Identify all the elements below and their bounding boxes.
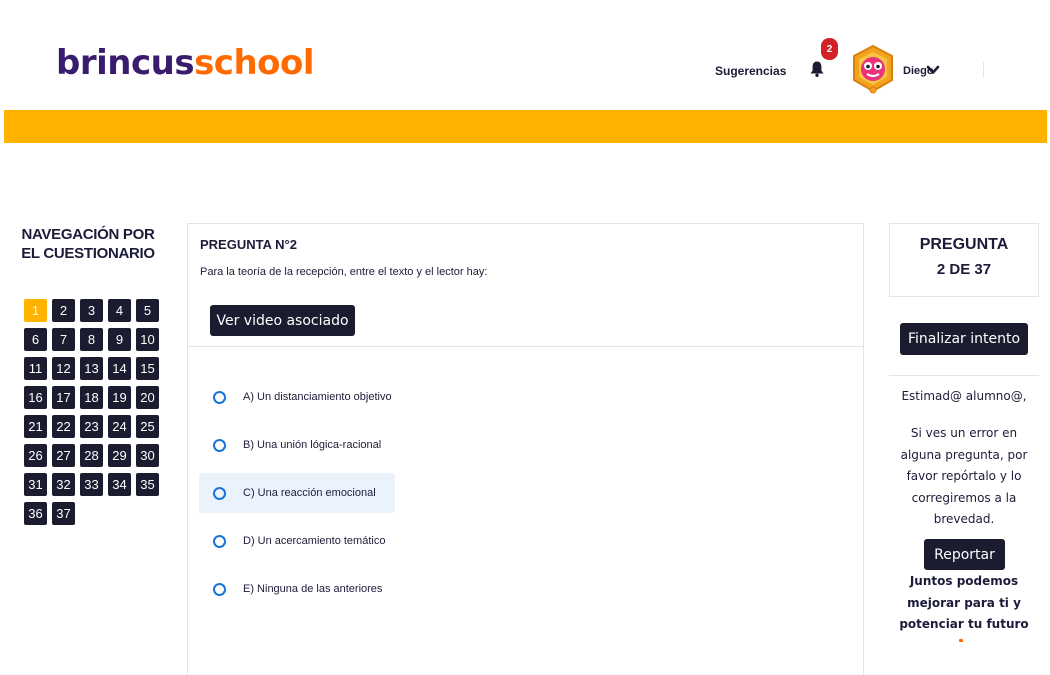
chevron-down-icon[interactable] <box>926 64 940 76</box>
answer-option-a[interactable] <box>199 377 395 417</box>
question-nav-button[interactable]: 7 <box>52 328 75 351</box>
question-nav-button[interactable]: 5 <box>136 299 159 322</box>
answer-option-label: A) Un distanciamiento objetivo <box>243 391 392 403</box>
decorative-mark <box>959 639 963 642</box>
question-nav-button[interactable]: 22 <box>52 415 75 438</box>
quiz-navigation-grid <box>24 299 164 525</box>
question-nav-button[interactable]: 16 <box>24 386 47 409</box>
question-nav-button[interactable]: 4 <box>108 299 131 322</box>
question-nav-button[interactable]: 27 <box>52 444 75 467</box>
student-greeting: Estimad@ alumno@, <box>901 389 1027 403</box>
question-nav-button[interactable]: 21 <box>24 415 47 438</box>
answer-option-label: E) Ninguna de las anteriores <box>243 583 383 595</box>
question-counter <box>889 223 1039 297</box>
answer-option-b[interactable] <box>199 425 395 465</box>
question-nav-button[interactable]: 26 <box>24 444 47 467</box>
question-nav-button[interactable]: 17 <box>52 386 75 409</box>
avatar[interactable] <box>850 44 896 94</box>
notification-badge: 2 <box>821 38 838 60</box>
answer-option-e[interactable] <box>199 569 395 609</box>
question-nav-button[interactable]: 24 <box>108 415 131 438</box>
answer-option-label: B) Una unión lógica-racional <box>243 439 382 451</box>
radio-button[interactable] <box>213 391 226 404</box>
answer-option-c[interactable] <box>199 473 395 513</box>
question-nav-button[interactable]: 1 <box>24 299 47 322</box>
question-nav-button[interactable]: 32 <box>52 473 75 496</box>
question-card <box>187 223 864 675</box>
finish-attempt-button[interactable]: Finalizar intento <box>900 323 1028 355</box>
header-divider <box>983 62 984 78</box>
question-nav-button[interactable]: 37 <box>52 502 75 525</box>
question-nav-button[interactable]: 23 <box>80 415 103 438</box>
sidebar-divider <box>889 375 1039 376</box>
suggestions-link[interactable]: Sugerencias <box>715 64 787 78</box>
question-nav-button[interactable]: 18 <box>80 386 103 409</box>
question-nav-button[interactable]: 25 <box>136 415 159 438</box>
radio-button[interactable] <box>213 487 226 500</box>
question-nav-button[interactable]: 3 <box>80 299 103 322</box>
question-nav-button[interactable]: 15 <box>136 357 159 380</box>
question-nav-button[interactable]: 30 <box>136 444 159 467</box>
question-nav-button[interactable]: 36 <box>24 502 47 525</box>
radio-button[interactable] <box>213 535 226 548</box>
report-info-text: Si ves un error en alguna pregunta, por favor repórtalo y lo corregiremos a la brevedad. <box>900 426 1028 526</box>
question-nav-button[interactable]: 20 <box>136 386 159 409</box>
user-name[interactable]: Diego <box>903 65 934 77</box>
question-nav-button[interactable]: 8 <box>80 328 103 351</box>
accent-banner <box>4 110 1047 143</box>
bell-icon[interactable] <box>808 60 826 78</box>
answer-option-d[interactable] <box>199 521 395 561</box>
question-nav-button[interactable]: 9 <box>108 328 131 351</box>
question-nav-button[interactable]: 28 <box>80 444 103 467</box>
question-nav-button[interactable]: 19 <box>108 386 131 409</box>
quiz-navigation-title: NAVEGACIÓN POR EL CUESTIONARIO <box>21 226 155 262</box>
question-header <box>188 224 863 347</box>
question-nav-button[interactable]: 2 <box>52 299 75 322</box>
question-nav-button[interactable]: 10 <box>136 328 159 351</box>
question-nav-button[interactable]: 11 <box>24 357 47 380</box>
question-nav-button[interactable]: 12 <box>52 357 75 380</box>
question-nav-button[interactable]: 14 <box>108 357 131 380</box>
question-counter-value: 2 DE 37 <box>936 261 992 278</box>
radio-button[interactable] <box>213 439 226 452</box>
question-nav-button[interactable]: 29 <box>108 444 131 467</box>
brand-logo[interactable]: brincusschool <box>56 43 315 83</box>
question-nav-button[interactable]: 31 <box>24 473 47 496</box>
question-number: PREGUNTA N°2 <box>200 237 297 252</box>
question-text: Para la teoría de la recepción, entre el texto y el lector hay: <box>200 266 488 278</box>
report-button[interactable]: Reportar <box>924 539 1005 570</box>
answer-option-label: C) Una reacción emocional <box>243 487 376 499</box>
question-nav-button[interactable]: 13 <box>80 357 103 380</box>
motivation-text: Juntos podemos mejorar para ti y potenciar tu futuro <box>899 574 1029 631</box>
watch-video-button[interactable]: Ver video asociado <box>210 305 355 336</box>
question-nav-button[interactable]: 33 <box>80 473 103 496</box>
question-nav-button[interactable]: 6 <box>24 328 47 351</box>
header <box>0 0 1050 110</box>
answer-option-label: D) Un acercamiento temático <box>243 535 386 547</box>
question-nav-button[interactable]: 34 <box>108 473 131 496</box>
question-counter-title: PREGUNTA <box>919 236 1009 253</box>
question-nav-button[interactable]: 35 <box>136 473 159 496</box>
radio-button[interactable] <box>213 583 226 596</box>
